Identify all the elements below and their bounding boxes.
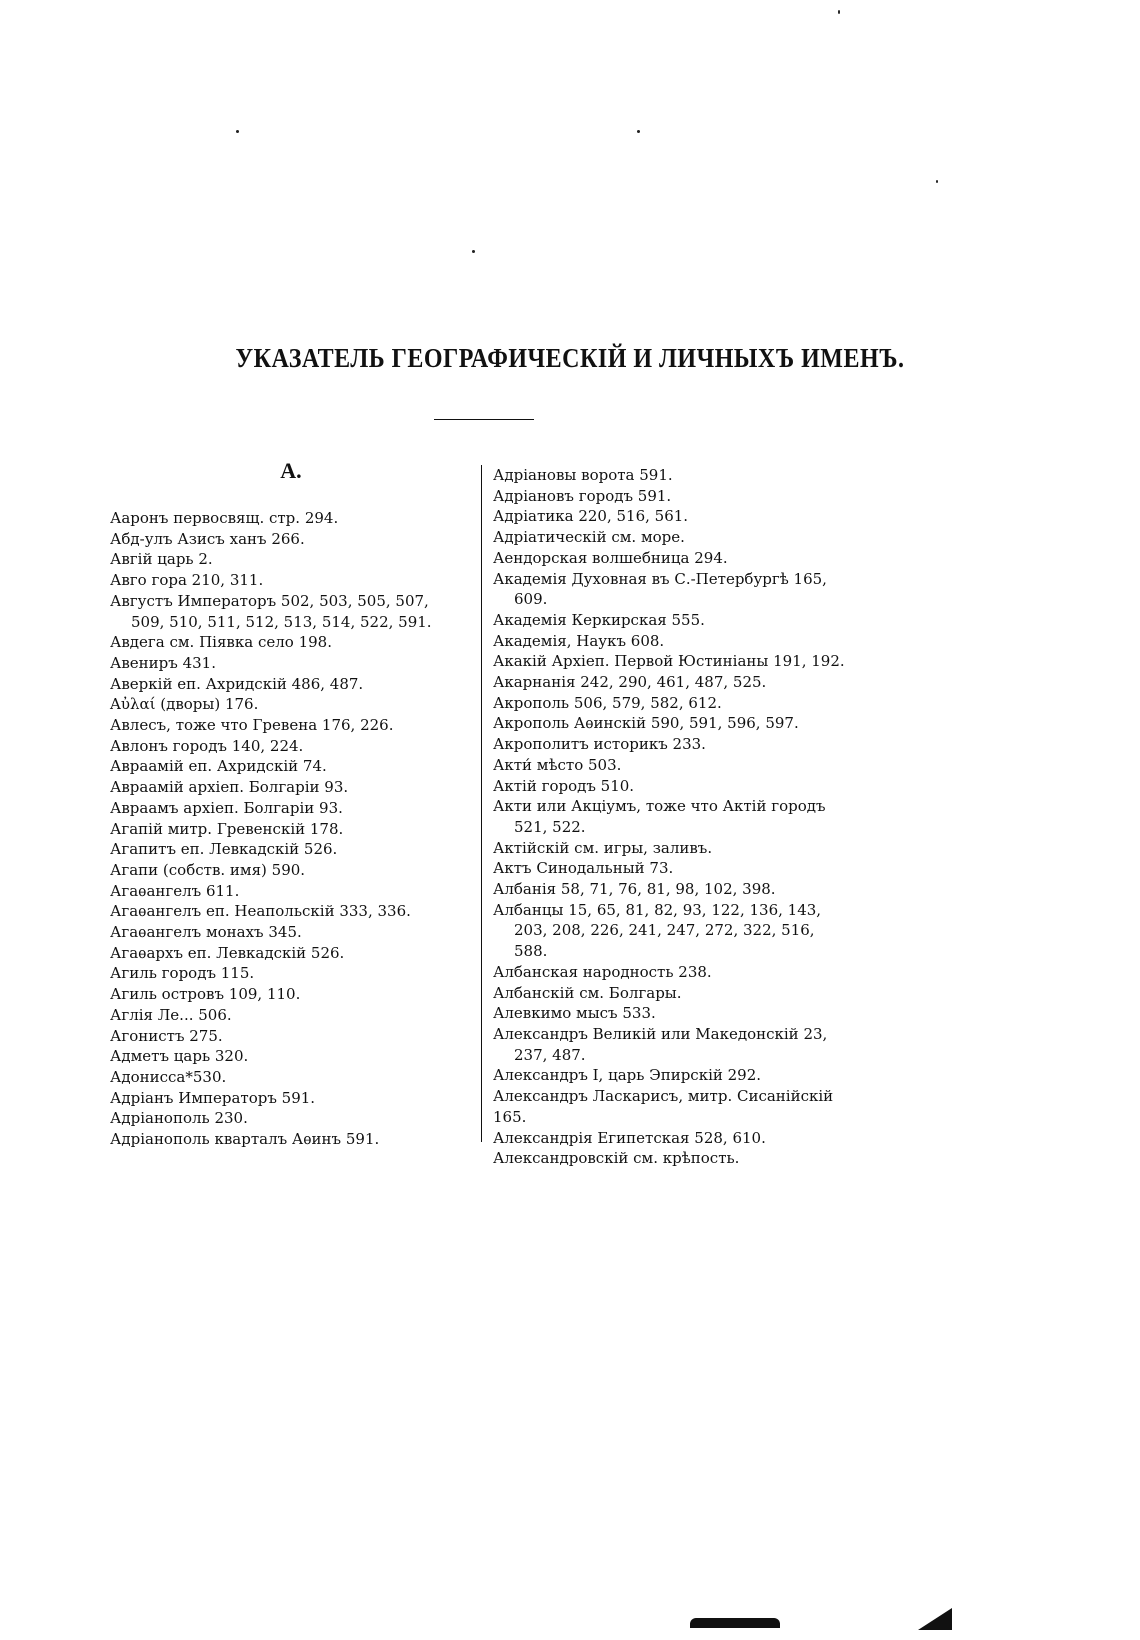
index-entry: [493, 879, 863, 900]
entry-text: Агиль островъ 109, 110.: [110, 985, 301, 1004]
scan-speck: [936, 180, 938, 183]
index-entry: [493, 776, 863, 797]
entry-text: Акакій Архіеп. Первой Юстиніаны 191, 192.: [493, 652, 845, 671]
index-entry: [110, 736, 480, 757]
index-entry: [493, 506, 863, 527]
entry-text: Академія Керкирская 555.: [493, 610, 705, 629]
entry-text: Августъ Императоръ 502, 503, 505, 507,: [110, 591, 429, 610]
index-entry: [110, 591, 480, 632]
entry-text: Агапи (собств. имя) 590.: [110, 860, 306, 879]
index-entry: [493, 838, 863, 859]
index-entry: [493, 486, 863, 507]
entry-text: Авгій царь 2.: [110, 550, 213, 569]
index-entry: [493, 734, 863, 755]
entry-text: Агапитъ еп. Левкадскій 526.: [110, 840, 338, 859]
entry-continuation: 521, 522.: [514, 817, 586, 836]
entry-text: Академія, Наукъ 608.: [493, 631, 665, 650]
page-title: УКАЗАТЕЛЬ ГЕОГРАФИЧЕСКІЙ И ЛИЧНЫХЪ ИМЕНЪ.: [235, 343, 905, 374]
index-entry: [493, 527, 863, 548]
index-entry: [110, 674, 480, 695]
index-entry: [110, 839, 480, 860]
index-entry: [110, 984, 480, 1005]
index-entry: [110, 1108, 480, 1129]
scan-smudge: [690, 1618, 780, 1628]
scan-smudge: [918, 1608, 952, 1630]
index-entry: [493, 569, 863, 610]
scan-speck: [838, 10, 840, 14]
scan-speck: [236, 130, 239, 133]
entry-text: Аверкій еп. Ахридскій 486, 487.: [110, 674, 364, 693]
entry-text: Ааронъ первосвящ. стр. 294.: [110, 509, 339, 527]
entry-text: Алевкимо мысъ 533.: [493, 1004, 656, 1023]
index-entry: [493, 1148, 863, 1169]
entry-text: Адріановъ городъ 591.: [493, 486, 672, 505]
index-entry: [110, 901, 480, 922]
entry-text: Акти́ мѣсто 503.: [493, 755, 622, 774]
index-entry: [493, 693, 863, 714]
entry-text: Актійскій см. игры, заливъ.: [493, 838, 713, 857]
entry-continuation: 203, 208, 226, 241, 247, 272, 322, 516,: [514, 921, 815, 940]
entry-text: Акрополь Аѳинскій 590, 591, 596, 597.: [493, 714, 799, 733]
entry-text: Абд-улъ Азисъ ханъ 266.: [110, 529, 305, 548]
index-entry: [493, 1065, 863, 1086]
index-entry: [493, 465, 863, 486]
entry-text: Акти или Акціумъ, тоже что Актій городъ: [493, 797, 826, 816]
index-entry: [493, 900, 863, 962]
entry-text: Албанская народность 238.: [493, 962, 712, 981]
index-entry: [110, 1046, 480, 1067]
index-entry: [110, 653, 480, 674]
entry-text: Акрополитъ историкъ 233.: [493, 735, 706, 754]
index-entry: [110, 632, 480, 653]
entry-continuation: 588.: [514, 942, 548, 961]
index-entry: [493, 858, 863, 879]
entry-text: Александръ I, царь Эпирскій 292.: [493, 1066, 762, 1085]
index-entry: [493, 962, 863, 983]
index-entry: [110, 819, 480, 840]
index-entry: [493, 651, 863, 672]
index-entry: [110, 529, 480, 550]
index-entry: [493, 1128, 863, 1149]
entry-text: Агаѳархъ еп. Левкадскій 526.: [110, 943, 345, 962]
title-rule: [434, 419, 534, 420]
index-entry: [110, 508, 480, 529]
entry-text: Авго гора 210, 311.: [110, 571, 264, 590]
column-divider: [481, 465, 482, 1142]
index-entry: [493, 672, 863, 693]
index-entry: [110, 756, 480, 777]
entry-text: Александръ Великій или Македонскій 23,: [493, 1024, 828, 1043]
entry-text: Александрія Египетская 528, 610.: [493, 1128, 766, 1147]
entry-text: Адметъ царь 320.: [110, 1047, 249, 1066]
index-entry: [493, 631, 863, 652]
entry-text: Адріанъ Императоръ 591.: [110, 1088, 316, 1107]
index-entry: [493, 796, 863, 837]
index-entry: [110, 860, 480, 881]
entry-text: Агаѳангелъ еп. Неапольскій 333, 336.: [110, 902, 411, 921]
scan-speck: [637, 130, 640, 133]
entry-continuation: 509, 510, 511, 512, 513, 514, 522, 591.: [131, 612, 432, 631]
index-entry: [110, 881, 480, 902]
entry-text: Авлесъ, тоже что Гревена 176, 226.: [110, 716, 394, 735]
entry-text: Авдега см. Піявка село 198.: [110, 633, 332, 652]
index-entry: [110, 549, 480, 570]
index-entry: [493, 548, 863, 569]
index-entry: [110, 777, 480, 798]
entry-text: Агиль городъ 115.: [110, 964, 255, 983]
index-entry: [110, 1067, 480, 1088]
index-entry: [110, 922, 480, 943]
entry-text: Агаѳангелъ монахъ 345.: [110, 923, 302, 942]
entry-text: Αὐλαί (дворы) 176.: [110, 695, 259, 714]
entry-text: Академія Духовная въ С.-Петербургѣ 165,: [493, 569, 827, 588]
scan-speck: [472, 250, 475, 253]
right-column: [493, 465, 863, 1169]
entry-text: Албанцы 15, 65, 81, 82, 93, 122, 136, 143,: [493, 900, 822, 919]
entry-continuation: 609.: [514, 590, 548, 609]
index-entry: [110, 1026, 480, 1047]
entry-text: Акрополь 506, 579, 582, 612.: [493, 693, 722, 712]
index-entry: [110, 1005, 480, 1026]
entry-text: Александровскій см. крѣпость.: [493, 1149, 740, 1168]
entry-text: Адріатическій см. море.: [493, 528, 685, 547]
entry-text: Авлонъ городъ 140, 224.: [110, 736, 304, 755]
index-entry: [110, 1129, 480, 1150]
index-entry: [110, 715, 480, 736]
index-entry: [493, 755, 863, 776]
entry-text: Авраамій еп. Ахридскій 74.: [110, 757, 327, 776]
index-entry: [493, 713, 863, 734]
entry-text: Авраамъ архіеп. Болгаріи 93.: [110, 798, 343, 817]
index-entry: [110, 1088, 480, 1109]
index-entry: [493, 1086, 863, 1127]
entry-text: Адріатика 220, 516, 561.: [493, 507, 689, 526]
entry-text: Авраамій архіеп. Болгаріи 93.: [110, 778, 349, 797]
index-entry: [493, 983, 863, 1004]
entry-text: Актъ Синодальный 73.: [493, 859, 674, 878]
entry-text: Агаѳангелъ 611.: [110, 881, 240, 900]
entry-text: Адріанополь кварталъ Аѳинъ 591.: [110, 1130, 380, 1149]
index-entry: [110, 570, 480, 591]
entry-text: Аендорская волшебница 294.: [493, 548, 728, 567]
index-entry: [493, 610, 863, 631]
entry-text: Агонистъ 275.: [110, 1026, 223, 1045]
left-column: [110, 508, 480, 1150]
entry-text: Адріанополь 230.: [110, 1109, 248, 1128]
index-entry: [493, 1024, 863, 1065]
entry-text: Албанія 58, 71, 76, 81, 98, 102, 398.: [493, 880, 776, 899]
index-entry: [110, 694, 480, 715]
entry-text: Албанскій см. Болгары.: [493, 983, 682, 1002]
entry-text: Акарнанія 242, 290, 461, 487, 525.: [493, 673, 767, 692]
entry-text: Адріановы ворота 591.: [493, 466, 673, 484]
entry-text: Александръ Ласкарисъ, митр. Сисанійскій 165.: [493, 1087, 834, 1126]
entry-text: Авениръ 431.: [110, 653, 216, 672]
index-entry: [110, 798, 480, 819]
entry-text: Агапій митр. Гревенскій 178.: [110, 819, 344, 838]
entry-continuation: 237, 487.: [514, 1045, 586, 1064]
index-entry: [110, 963, 480, 984]
entry-text: Актій городъ 510.: [493, 776, 635, 795]
index-entry: [493, 1003, 863, 1024]
entry-text: Адонисса*530.: [110, 1067, 227, 1086]
section-letter: А.: [280, 458, 302, 483]
entry-text: Аглія Ле... 506.: [110, 1005, 232, 1024]
index-entry: [110, 943, 480, 964]
